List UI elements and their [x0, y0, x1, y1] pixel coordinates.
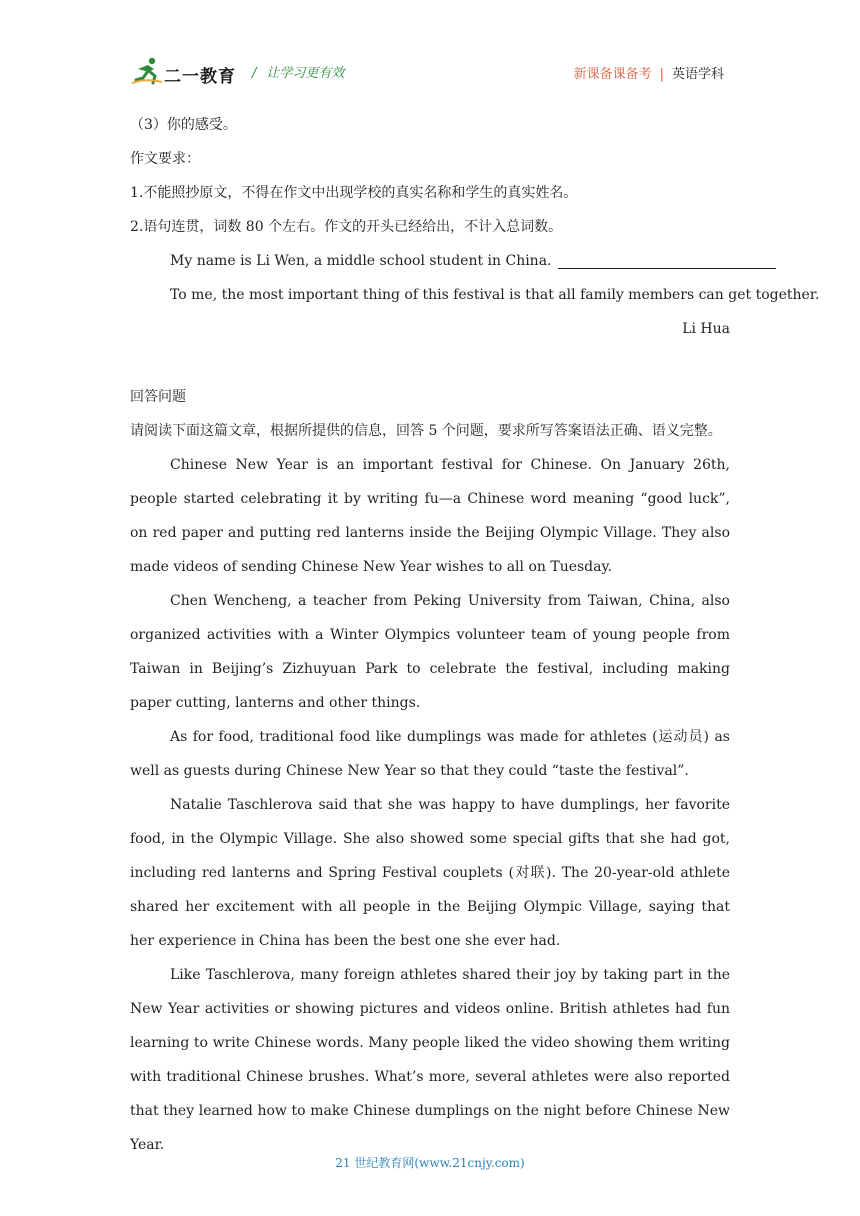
writing-item-3: （3）你的感受。 [130, 117, 237, 133]
header-tags [574, 63, 724, 82]
slogan [252, 62, 344, 81]
essay-closing: To me, the most important thing of this festival is that all family members can get together. [170, 287, 820, 303]
reading-paragraph-3: As for food, traditional food like dumplings was made for athletes (运动员) as well as guests during Chinese New Year so that they could “taste the festival”. [130, 729, 730, 779]
logo-text: 二一教育 [164, 67, 236, 87]
essay-signature: Li Hua [682, 321, 730, 337]
header-divider: | [659, 67, 664, 82]
writing-requirement-2: 2.语句连贯，词数 80 个左右。作文的开头已经给出，不计入总词数。 [130, 219, 563, 235]
page-footer: 21 世纪教育网(www.21cnjy.com) [335, 1156, 525, 1170]
reading-instruction: 请阅读下面这篇文章，根据所提供的信息，回答 5 个问题，要求所写答案语法正确、语义完整。 [130, 423, 722, 439]
writing-requirements-title: 作文要求： [130, 151, 200, 167]
header-tag-left: 新课备课备考 [573, 67, 652, 82]
runner-logo-icon [130, 56, 164, 86]
slogan-divider: / [252, 66, 257, 81]
essay-opening-line [130, 244, 730, 278]
essay-opening: My name is Li Wen, a middle school student in China. [170, 253, 552, 269]
slogan-text: 让学习更有效 [266, 66, 345, 81]
reading-paragraph-4: Natalie Taschlerova said that she was happy to have dumplings, her favorite food, in the Olympic Village. She also showed some special gifts that she had got, including red lanterns and Spring Festival couplets (对联). The 20-year-old athlete shared her excitement with all people in the Beijing Olympic Village, saying that her experience in China has been the best one she ever had. [130, 797, 730, 949]
reading-paragraph-2: Chen Wencheng, a teacher from Peking University from Taiwan, China, also organized activities with a Winter Olympics volunteer team of young people from Taiwan in Beijing’s Zizhuyuan Park to celebrate the festival, including making paper cutting, lanterns and other things. [130, 593, 730, 711]
section-spacer [130, 346, 730, 380]
answer-blank[interactable] [558, 252, 776, 269]
brand-logo [130, 56, 248, 86]
reading-section-title: 回答问题 [130, 389, 186, 405]
reading-paragraph-5: Like Taschlerova, many foreign athletes shared their joy by taking part in the New Year activities or showing pictures and videos online. British athletes had fun learning to write Chinese words. Many people liked the video showing them writing with traditional Chinese brushes. What’s more, several athletes were also reported that they learned how to make Chinese dumplings on the night before Chinese New Year. [130, 967, 730, 1153]
header-tag-right: 英语学科 [671, 67, 724, 82]
page-header [130, 52, 730, 92]
page-content [130, 108, 820, 1162]
writing-requirement-1: 1.不能照抄原文，不得在作文中出现学校的真实名称和学生的真实姓名。 [130, 185, 578, 201]
reading-paragraph-1: Chinese New Year is an important festival for Chinese. On January 26th, people started celebrating it by writing fu—a Chinese word meaning “good luck”, on red paper and putting red lanterns inside the Beijing Olympic Village. They also made videos of sending Chinese New Year wishes to all on Tuesday. [130, 457, 730, 575]
